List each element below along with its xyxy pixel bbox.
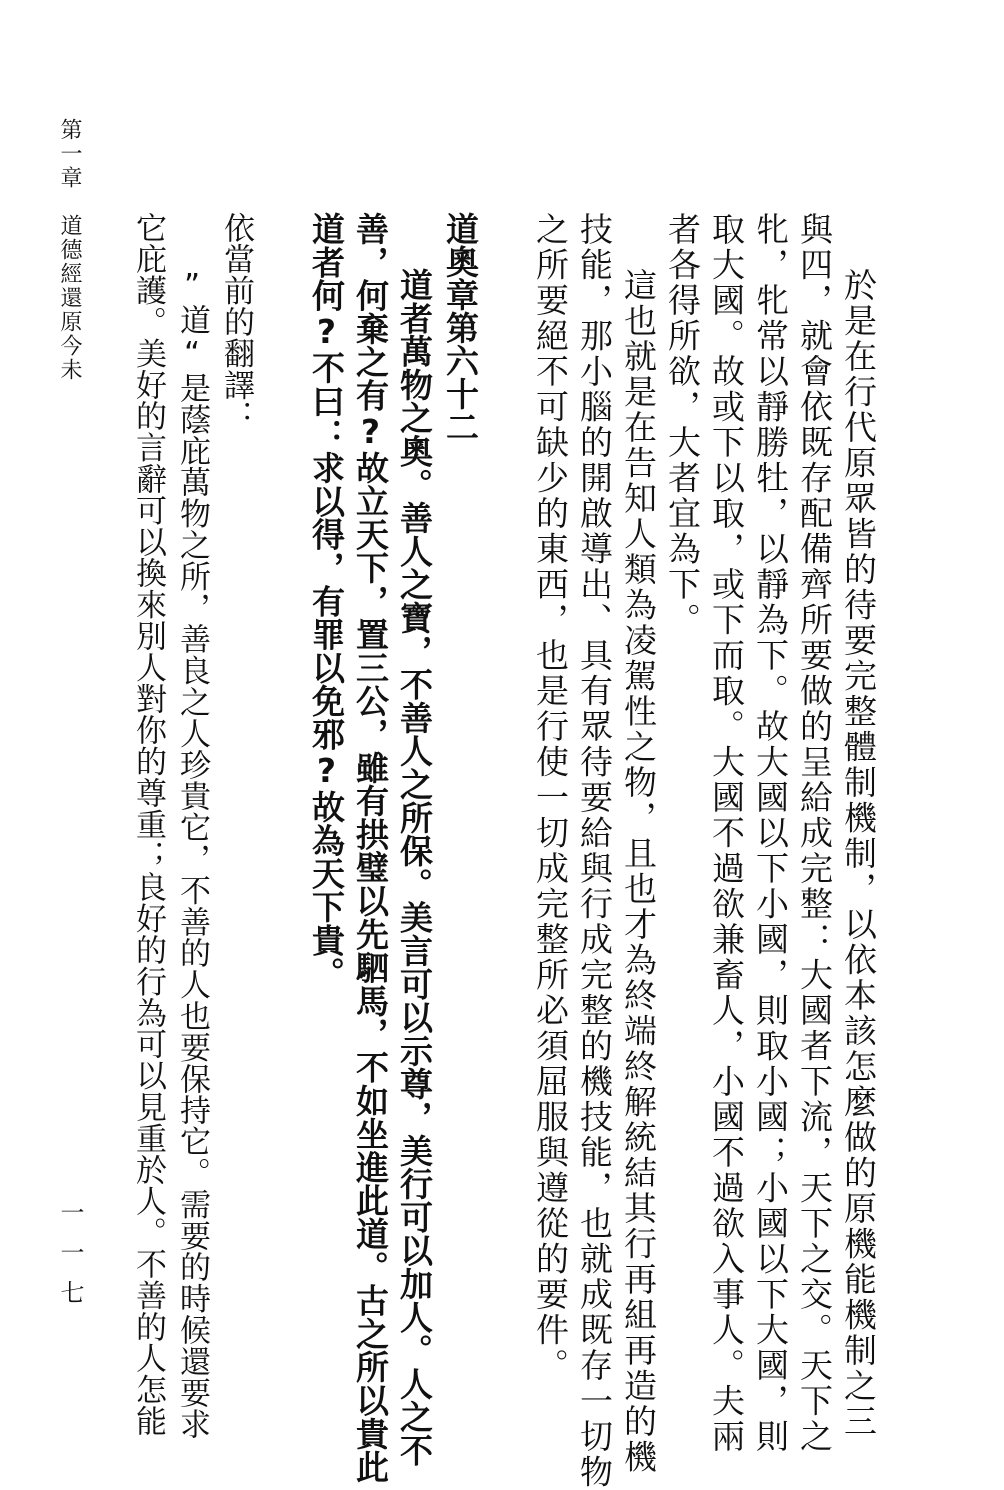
text-column-13: 依當前的翻譯： (218, 212, 254, 432)
text-column-12: 道者何?不曰：求以得，有罪以免邪?故為天下貴。 (307, 212, 346, 990)
text-column-7: 技能，那小腦的開啟導出、具有眾待要給與行成完整的機技能，也就成既存一切物 (575, 212, 614, 1490)
text-column-2: 與四，就會依既存配備齊所要做的呈給成完整：大國者下流，天下之交。天下之 (795, 212, 834, 1455)
text-column-10: 道者萬物之奧。善人之寶，不善人之所保。美言可以示尊，美行可以加人。人之不 (395, 268, 434, 1467)
text-column-1: 於是在行代原眾皆的待要完整體制機制，以依本該怎麼做的原機能機制之三 (839, 268, 878, 1440)
text-column-8: 之所要絕不可缺少的東西，也是行使一切成完整所必須屈服與遵從的要件。 (531, 212, 570, 1384)
text-column-15: 它庇護。美好的言辭可以換來別人對你的尊重；良好的行為可以見重於人。不善的人怎能 (130, 212, 166, 1437)
running-head: 第一章 道德經還原今未 (57, 118, 82, 382)
text-column-5: 者各得所欲，大者宜為下。 (663, 212, 702, 638)
text-column-11: 善，何棄之有?故立天下，置三公，雖有拱璧以先駟馬，不如坐進此道。古之所以貴此 (351, 212, 390, 1484)
page-number: 一一七 (56, 1200, 84, 1320)
section-heading: 道奧章第六十二 (441, 212, 480, 443)
text-column-4: 取大國。故或下以取，或下而取。大國不過欲兼畜人，小國不過欲入事人。夫兩 (707, 212, 746, 1455)
text-column-14: ”道“是蔭庇萬物之所，善良之人珍貴它，不善的人也要保持它。需要的時候還要求 (174, 268, 210, 1440)
text-column-3: 牝，牝常以靜勝牡，以靜為下。故大國以下小國，則取小國；小國以下大國，則 (751, 212, 790, 1455)
text-column-6: 這也就是在告知人類為凌駕性之物，且也才為終端終解統結其行再組再造的機 (619, 268, 658, 1475)
